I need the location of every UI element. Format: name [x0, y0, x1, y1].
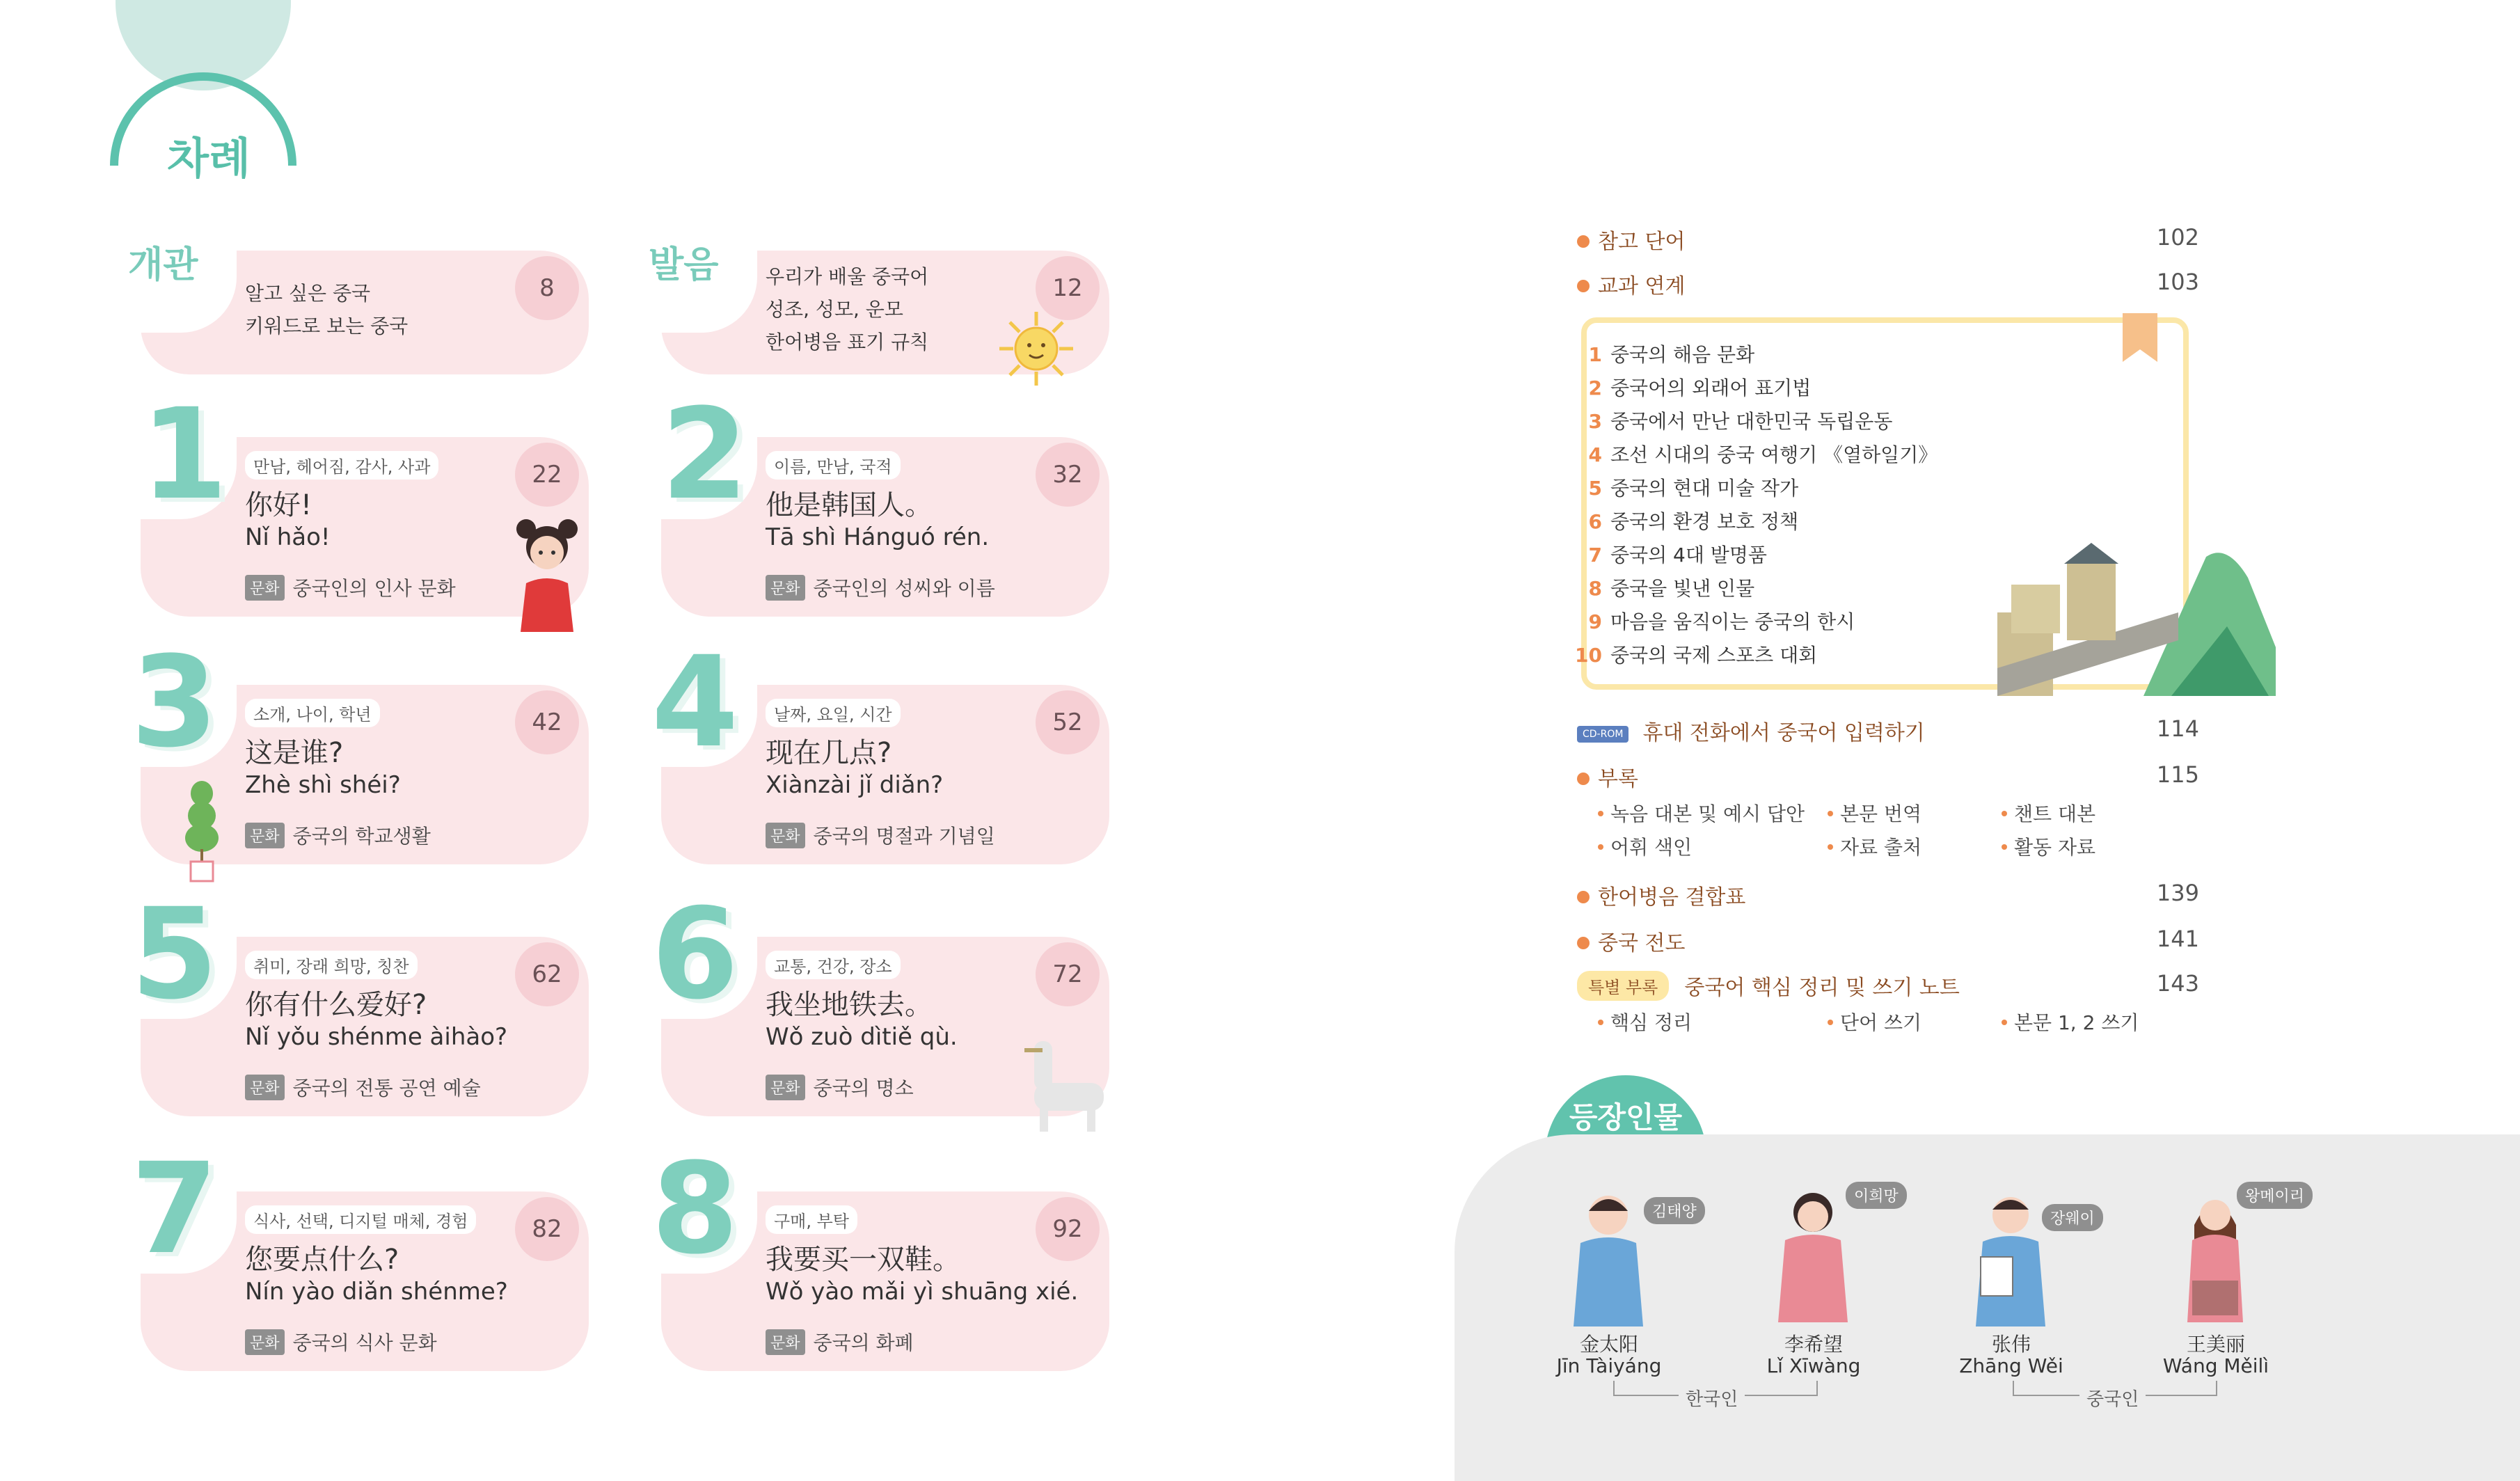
culture-text: 중국의 화폐 — [813, 1331, 914, 1354]
sun-icon — [998, 310, 1075, 387]
lesson-culture — [766, 1073, 914, 1101]
lesson-card-5[interactable] — [131, 882, 589, 1116]
lesson-keywords: 식사, 선택, 디지털 매체, 경험 — [245, 1205, 476, 1234]
tree-illustration — [181, 779, 223, 884]
character-name-pinyin: Zhāng Wěi — [1959, 1354, 2063, 1377]
lesson-title-pinyin: Wǒ yào mǎi yì shuāng xié. — [766, 1278, 1079, 1306]
lesson-culture — [245, 821, 431, 849]
pron-line-1: 우리가 배울 중국어 — [766, 265, 929, 288]
entry-label: 교과 연계 — [1598, 274, 1686, 299]
lesson-culture — [245, 1073, 481, 1101]
subject-link-entry[interactable] — [1577, 269, 1685, 299]
character-name-zh: 李希望 — [1784, 1333, 1843, 1356]
lesson-title-zh: 他是韩国人。 — [766, 489, 933, 521]
bullet-dot-icon — [1577, 773, 1590, 785]
lesson-title-zh: 这是谁? — [245, 737, 344, 769]
appendix-item[interactable]: 어휘 색인 — [1598, 832, 1692, 860]
culture-tag: 문화 — [766, 1329, 805, 1355]
lesson-title-pinyin: Xiànzài jǐ diǎn? — [766, 771, 944, 799]
lesson-keywords: 이름, 만남, 국적 — [766, 451, 901, 480]
culture-text: 중국의 식사 문화 — [292, 1331, 437, 1354]
character-name-zh: 王美丽 — [2186, 1333, 2245, 1356]
lesson-title-zh: 您要点什么? — [245, 1244, 399, 1276]
pronunciation-label: 발음 — [649, 244, 719, 286]
box-item-9[interactable]: 9 마음을 움직이는 중국의 한시 — [1588, 610, 1855, 633]
entry-label: 참고 단어 — [1598, 230, 1686, 254]
lesson-keywords: 소개, 나이, 학년 — [245, 699, 380, 727]
lesson-number: 7 — [131, 1137, 219, 1282]
culture-tag: 문화 — [245, 575, 285, 601]
page-number: 103 — [2156, 269, 2199, 295]
character-lee-huimang — [1775, 1183, 1851, 1322]
special-item[interactable]: 본문 1, 2 쓰기 — [2002, 1008, 2139, 1036]
great-wall-illustration — [1997, 536, 2276, 696]
lesson-culture — [245, 1328, 437, 1356]
bullet-dot-icon — [1577, 280, 1590, 292]
page-number: 139 — [2156, 880, 2199, 906]
pron-line-3: 한어병음 표기 규칙 — [766, 331, 929, 354]
lesson-title-pinyin: Nǐ hǎo! — [245, 523, 331, 551]
page-number: 62 — [515, 942, 579, 1006]
culture-text: 중국의 명소 — [813, 1077, 914, 1100]
lesson-number: 2 — [661, 382, 749, 528]
lesson-card-6[interactable] — [651, 882, 1109, 1116]
box-item-3[interactable]: 3 중국에서 만난 대한민국 독립운동 — [1588, 410, 1893, 433]
culture-text: 중국의 전통 공연 예술 — [292, 1077, 481, 1100]
character-name-pinyin: Wáng Měilì — [2162, 1354, 2269, 1377]
bookmark-icon — [2123, 313, 2157, 362]
lesson-card-4[interactable] — [651, 630, 1109, 864]
culture-tag: 문화 — [245, 1329, 285, 1355]
page-number: 102 — [2156, 224, 2199, 251]
page-number: 82 — [515, 1197, 579, 1261]
cd-rom-icon: CD-ROM — [1577, 726, 1629, 743]
page-number: 72 — [1036, 942, 1100, 1006]
entry-label: 부록 — [1598, 767, 1638, 791]
name-bubble: 왕메이리 — [2237, 1182, 2313, 1209]
lesson-card-2[interactable] — [661, 382, 1109, 617]
culture-tag: 문화 — [766, 1075, 805, 1100]
lesson-card-1[interactable] — [141, 382, 589, 617]
lesson-keywords: 날짜, 요일, 시간 — [766, 699, 901, 727]
lesson-title-pinyin: Nín yào diǎn shénme? — [245, 1278, 508, 1306]
lesson-card-7[interactable] — [131, 1137, 589, 1371]
box-item-7[interactable]: 7 중국의 4대 발명품 — [1588, 544, 1767, 567]
character-name-pinyin: Jīn Tàiyáng — [1556, 1354, 1662, 1377]
page-number: 92 — [1036, 1197, 1100, 1261]
appendix-item[interactable]: 녹음 대본 및 예시 답안 — [1598, 799, 1805, 827]
lesson-keywords: 만남, 헤어짐, 감사, 사과 — [245, 451, 438, 480]
lesson-number: 4 — [651, 630, 739, 775]
lesson-title-zh: 你有什么爱好? — [245, 989, 427, 1021]
culture-text: 중국인의 인사 문화 — [292, 577, 456, 600]
culture-tag: 문화 — [766, 823, 805, 848]
lesson-number: 8 — [651, 1137, 739, 1282]
lesson-keywords: 취미, 장래 희망, 칭찬 — [245, 951, 418, 979]
lesson-title-pinyin: Wǒ zuò dìtiě qù. — [766, 1023, 958, 1051]
box-item-10[interactable]: 10 중국의 국제 스포츠 대회 — [1575, 644, 1818, 667]
appendix-item[interactable]: 자료 출처 — [1828, 832, 1921, 860]
page-number: 32 — [1036, 443, 1100, 507]
page-number: 12 — [1036, 256, 1100, 320]
entry-label: 휴대 전화에서 중국어 입력하기 — [1642, 721, 1925, 745]
character-zhang-wei — [1972, 1187, 2049, 1326]
phone-input-entry[interactable] — [1577, 715, 1925, 746]
page-number: 52 — [1036, 690, 1100, 754]
name-bubble: 장웨이 — [2042, 1204, 2103, 1231]
name-bubble: 이희망 — [1846, 1182, 1907, 1209]
lesson-culture — [766, 1328, 914, 1356]
overview-line-1: 알고 싶은 중국 — [245, 282, 371, 305]
appendix-item[interactable]: 활동 자료 — [2002, 832, 2095, 860]
lesson-number: 6 — [651, 882, 739, 1027]
group-label-korean: 한국인 — [1679, 1385, 1745, 1411]
special-item[interactable]: 단어 쓰기 — [1828, 1008, 1921, 1036]
appendix-item[interactable]: 챈트 대본 — [2002, 799, 2095, 827]
page-number: 22 — [515, 443, 579, 507]
overview-card[interactable] — [128, 244, 589, 374]
box-item-5[interactable]: 5 중국의 현대 미술 작가 — [1588, 477, 1799, 500]
box-item-4[interactable]: 4 조선 시대의 중국 여행기 《열하일기》 — [1588, 443, 1938, 466]
character-kim-taeyang — [1570, 1187, 1647, 1326]
lesson-keywords: 교통, 건강, 장소 — [766, 951, 901, 979]
lesson-title-pinyin: Tā shì Hánguó rén. — [766, 523, 990, 551]
china-map-entry[interactable] — [1577, 926, 1685, 956]
lesson-title-zh: 我坐地铁去。 — [766, 989, 933, 1021]
lesson-culture — [766, 821, 995, 849]
page-number: 114 — [2156, 715, 2199, 742]
lesson-title-pinyin: Nǐ yǒu shénme àihào? — [245, 1023, 508, 1051]
lesson-number: 1 — [141, 382, 228, 528]
character-name-zh: 金太阳 — [1579, 1333, 1638, 1356]
culture-tag: 문화 — [245, 1075, 285, 1100]
lesson-culture — [766, 573, 995, 601]
girl-illustration — [505, 514, 589, 632]
culture-tag: 문화 — [245, 823, 285, 848]
page-number: 141 — [2156, 926, 2199, 952]
entry-label: 중국 전도 — [1598, 931, 1686, 956]
culture-text: 중국의 명절과 기념일 — [813, 825, 995, 848]
box-item-8[interactable]: 8 중국을 빛낸 인물 — [1588, 577, 1755, 600]
culture-tag: 문화 — [766, 575, 805, 601]
bullet-dot-icon — [1577, 937, 1590, 949]
lesson-number: 5 — [131, 882, 219, 1027]
box-item-6[interactable]: 6 중국의 환경 보호 정책 — [1588, 510, 1799, 533]
pinyin-table-entry[interactable] — [1577, 880, 1745, 910]
culture-text: 중국인의 성씨와 이름 — [813, 577, 995, 600]
lesson-title-zh: 你好! — [245, 489, 312, 521]
lesson-card-3[interactable] — [131, 630, 589, 864]
lesson-title-pinyin: Zhè shì shéi? — [245, 771, 401, 799]
lesson-number: 3 — [131, 630, 219, 775]
page-number: 42 — [515, 690, 579, 754]
box-item-2[interactable]: 2 중국어의 외래어 표기법 — [1588, 377, 1812, 399]
ref-words-entry[interactable] — [1577, 224, 1685, 255]
lesson-keywords: 구매, 부탁 — [766, 1205, 857, 1234]
overview-line-2: 키워드로 보는 중국 — [245, 315, 409, 338]
page-number: 8 — [515, 256, 579, 320]
lesson-title-zh: 现在几点? — [766, 737, 892, 769]
alpaca-illustration — [1020, 1041, 1109, 1132]
page-title: 차례 — [167, 133, 251, 184]
special-appendix-entry[interactable] — [1577, 970, 1960, 1001]
pronunciation-card[interactable] — [649, 244, 1109, 374]
lesson-culture — [245, 573, 456, 601]
bullet-dot-icon — [1577, 891, 1590, 903]
character-name-zh: 张伟 — [1991, 1333, 2031, 1356]
page-number: 143 — [2156, 970, 2199, 997]
overview-label: 개관 — [128, 244, 198, 286]
appendix-item[interactable]: 본문 번역 — [1828, 799, 1921, 827]
bullet-dot-icon — [1577, 235, 1590, 248]
character-name-pinyin: Lǐ Xīwàng — [1766, 1354, 1861, 1377]
page-number: 115 — [2156, 761, 2199, 788]
entry-label: 중국어 핵심 정리 및 쓰기 노트 — [1684, 976, 1960, 1000]
lesson-card-8[interactable] — [651, 1137, 1109, 1371]
special-tag: 특별 부록 — [1577, 971, 1669, 1001]
entry-label: 한어병음 결합표 — [1598, 885, 1746, 910]
culture-text: 중국의 학교생활 — [292, 825, 431, 848]
appendix-entry[interactable] — [1577, 761, 1638, 792]
group-label-chinese: 중국인 — [2079, 1385, 2146, 1411]
name-bubble: 김태양 — [1644, 1197, 1705, 1224]
pron-line-2: 성조, 성모, 운모 — [766, 298, 903, 321]
box-item-1[interactable]: 1 중국의 해음 문화 — [1588, 343, 1755, 366]
lesson-title-zh: 我要买一双鞋。 — [766, 1244, 960, 1276]
characters-title: 등장인물 — [1569, 1100, 1683, 1134]
special-item[interactable]: 핵심 정리 — [1598, 1008, 1692, 1036]
